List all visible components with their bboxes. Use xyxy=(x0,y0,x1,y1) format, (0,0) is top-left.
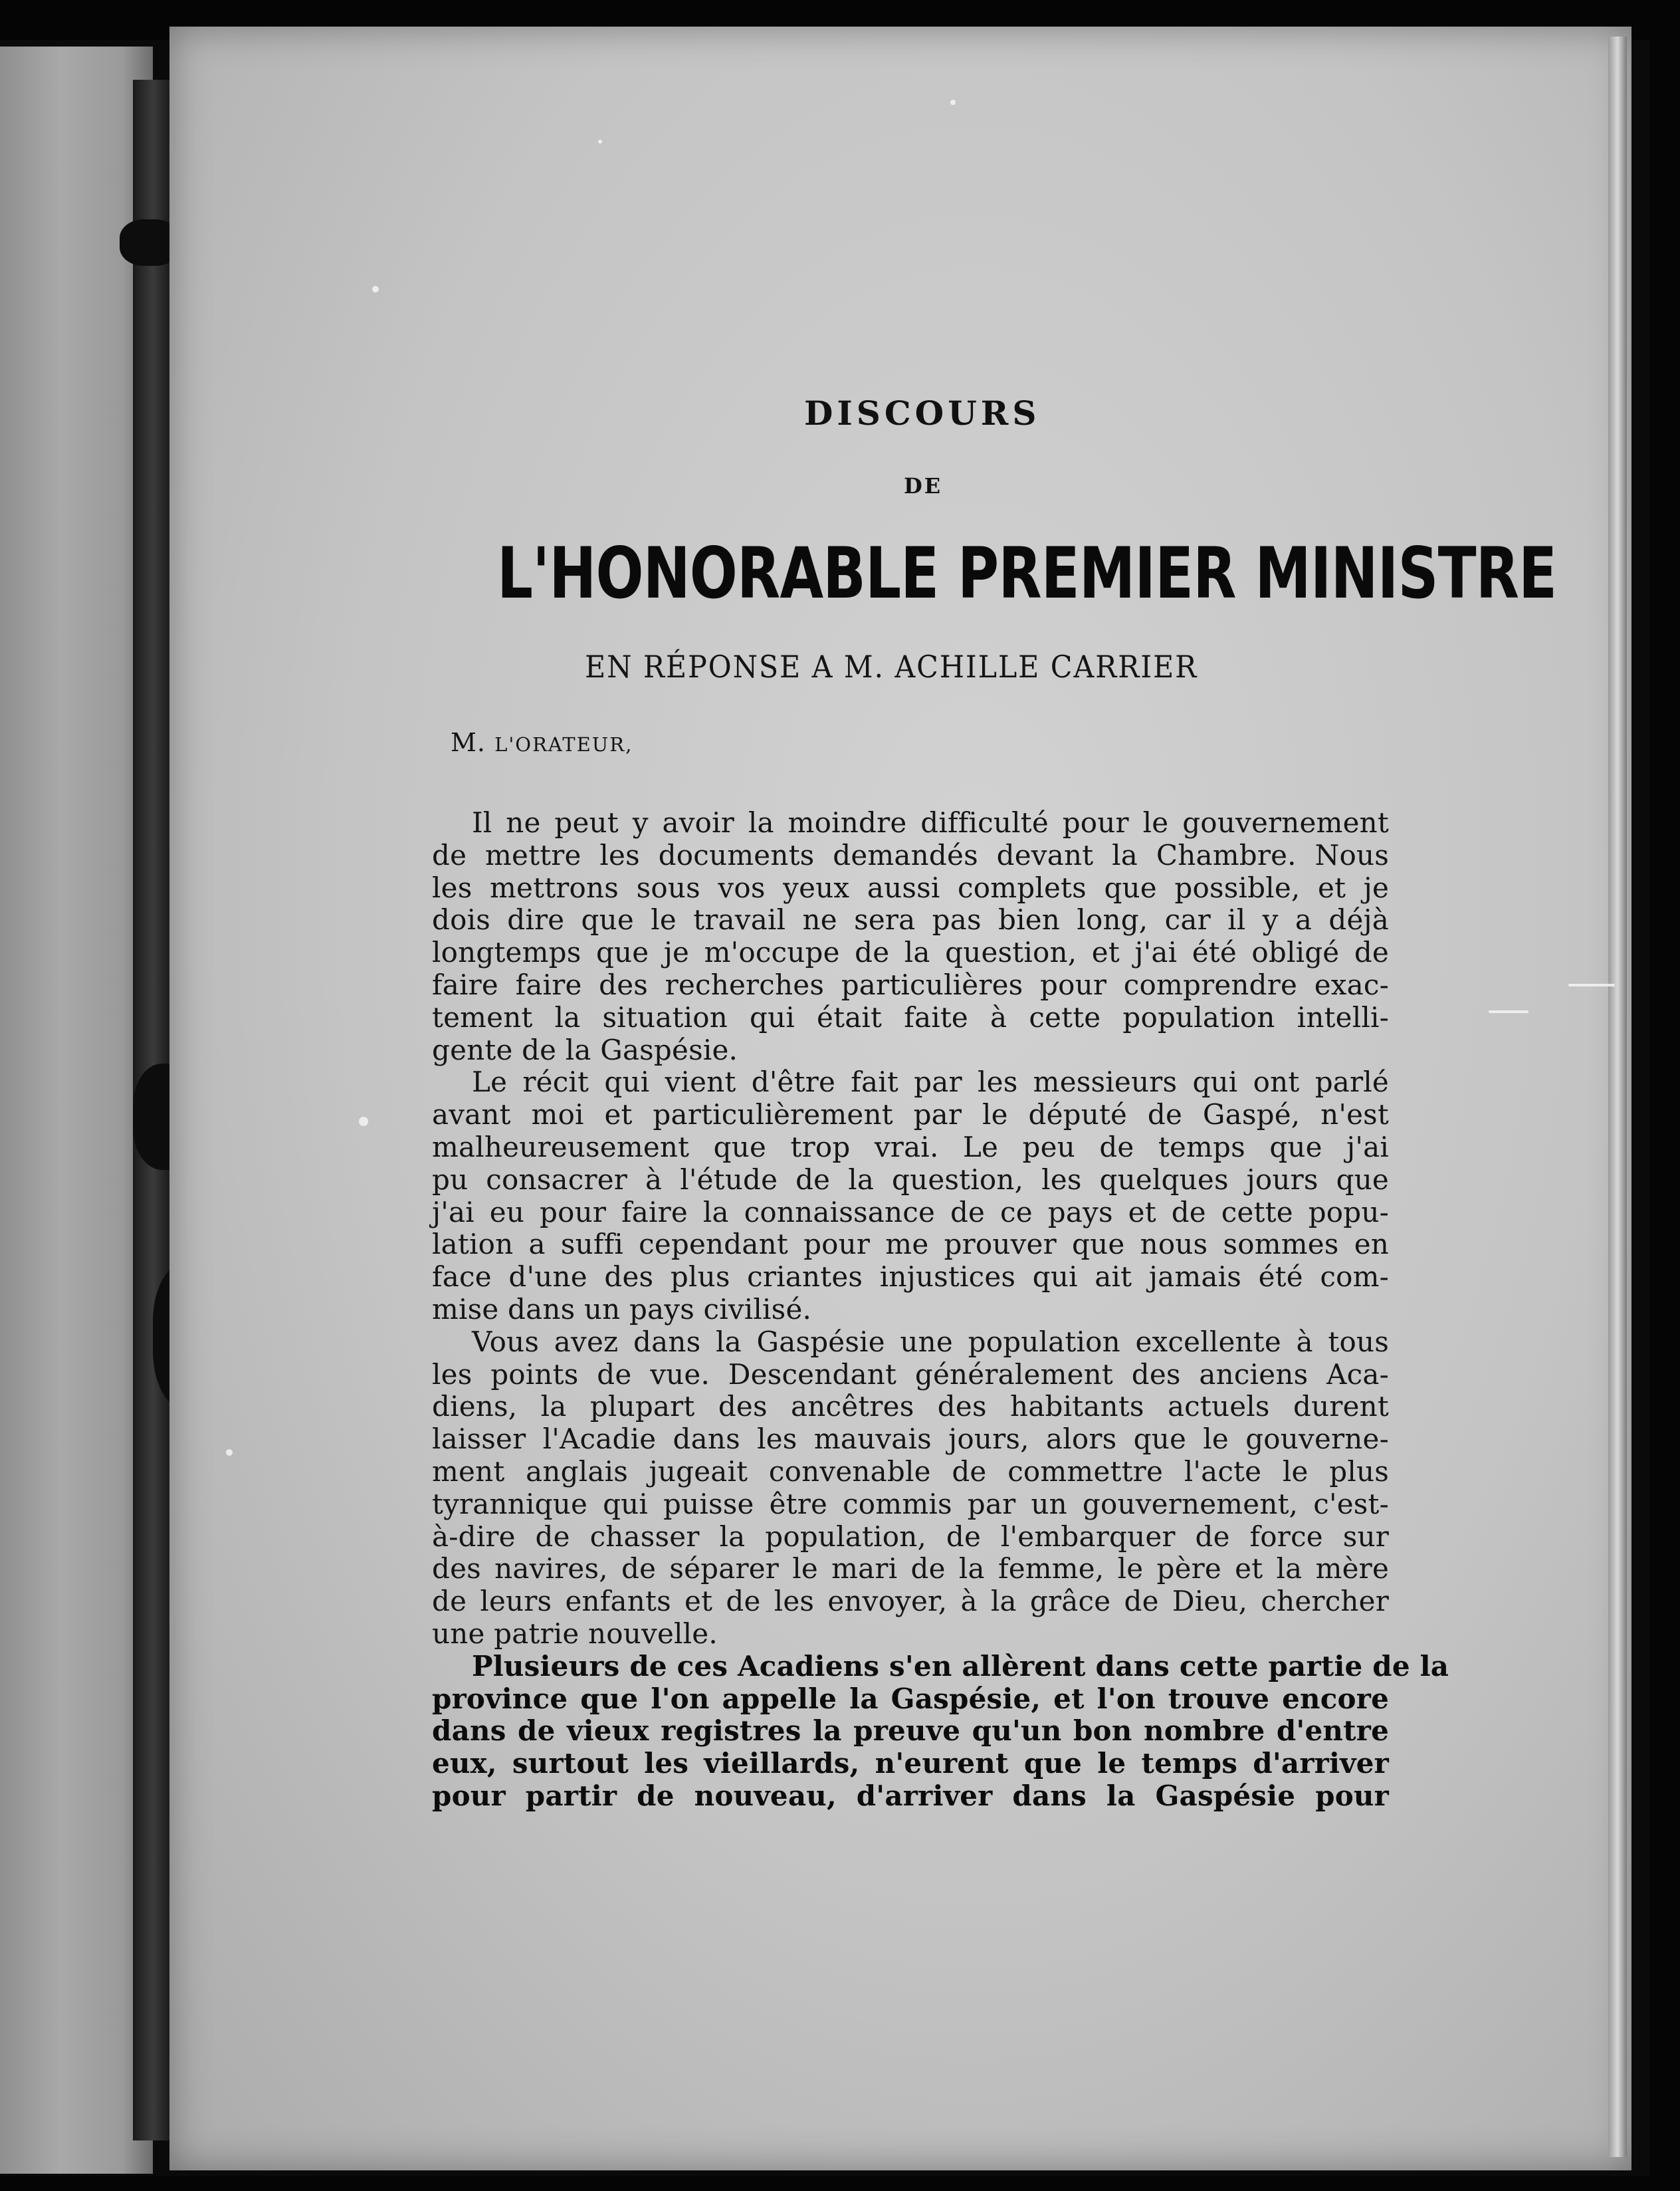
paper-speck xyxy=(598,140,602,144)
text-line: longtemps que je m'occupe de la question, et j'ai été obligé de xyxy=(432,936,1389,969)
paragraph-1 xyxy=(432,807,1389,1066)
paper-speck xyxy=(226,1449,233,1456)
scan-border-right xyxy=(1649,0,1680,2191)
text-line: Le récit qui vient d'être fait par les messieurs qui ont parlé xyxy=(472,1066,1389,1099)
text-line: avant moi et particulièrement par le député de Gaspé, n'est xyxy=(432,1098,1389,1131)
text-line: malheureusement que trop vrai. Le peu de temps que j'ai xyxy=(432,1130,1389,1163)
text-line: Il ne peut y avoir la moindre difficulté pour le gouvernement xyxy=(472,806,1389,839)
paper-speck xyxy=(359,1117,368,1126)
page-title: L'HONORABLE PREMIER MINISTRE xyxy=(497,532,1557,615)
text-line: une patrie nouvelle. xyxy=(432,1617,718,1650)
page-subtitle: EN RÉPONSE A M. ACHILLE CARRIER xyxy=(585,649,1198,685)
paragraph-4 xyxy=(432,1649,1449,1813)
title-de: DE xyxy=(904,473,943,499)
text-line: ment anglais jugeait convenable de commettre l'acte le plus xyxy=(432,1454,1389,1488)
text-line: pu consacrer à l'étude de la question, les quelques jours que xyxy=(432,1163,1389,1196)
paper-speck xyxy=(1568,984,1615,986)
paper-speck xyxy=(372,286,379,292)
text-line: faire faire des recherches particulières pour comprendre exac- xyxy=(432,968,1389,1001)
text-line: j'ai eu pour faire la connaissance de ce pays et de cette popu- xyxy=(432,1195,1389,1228)
paragraph-3 xyxy=(432,1326,1389,1651)
text-line: gente de la Gaspésie. xyxy=(432,1033,738,1066)
text-line: Vous avez dans la Gaspésie une population excellente à tous xyxy=(472,1325,1389,1358)
text-line: face d'une des plus criantes injustices qui ait jamais été com- xyxy=(432,1260,1389,1294)
text-line: eux, surtout les vieillards, n'eurent que le temps d'arriver xyxy=(432,1747,1389,1780)
text-line: diens, la plupart des ancêtres des habitants actuels durent xyxy=(432,1390,1389,1423)
text-line: tyrannique qui puisse être commis par un gouvernement, c'est- xyxy=(432,1487,1389,1520)
text-line: de leurs enfants et de les envoyer, à la grâce de Dieu, chercher xyxy=(432,1585,1389,1618)
title-discours: DISCOURS xyxy=(804,394,1041,433)
text-line: province que l'on appelle la Gaspésie, et l'on trouve encore xyxy=(432,1682,1389,1715)
facing-page-left xyxy=(0,47,153,2174)
text-line: laisser l'Acadie dans les mauvais jours, alors que le gouverne- xyxy=(432,1423,1389,1456)
text-line: pour partir de nouveau, d'arriver dans la Gaspésie pour xyxy=(432,1779,1389,1812)
text-line: mise dans un pays civilisé. xyxy=(432,1292,812,1326)
paper-speck xyxy=(1489,1010,1528,1013)
text-line: tement la situation qui était faite à cette population intelli- xyxy=(432,1000,1389,1034)
body-text xyxy=(432,806,1449,1813)
scan-border-bottom xyxy=(0,2176,1680,2191)
text-line: les mettrons sous vos yeux aussi complets que possible, et je xyxy=(432,871,1389,904)
text-line: des navires, de séparer le mari de la femme, le père et la mère xyxy=(432,1552,1389,1585)
salutation-prefix: M. xyxy=(451,728,495,757)
text-line: lation a suffi cependant pour me prouver que nous sommes en xyxy=(432,1228,1389,1261)
page-stack-edge xyxy=(1608,37,1627,2157)
text-line: dois dire que le travail ne sera pas bien long, car il y a déjà xyxy=(432,903,1389,937)
text-line: de mettre les documents demandés devant la Chambre. Nous xyxy=(432,838,1389,871)
paragraph-2 xyxy=(432,1066,1389,1326)
paper-speck xyxy=(950,100,956,105)
text-line: à-dire de chasser la population, de l'embarquer de force sur xyxy=(432,1520,1389,1553)
text-line: Plusieurs de ces Acadiens s'en allèrent dans cette partie de la xyxy=(472,1649,1449,1682)
text-line: les points de vue. Descendant généralement des anciens Aca- xyxy=(432,1357,1389,1391)
text-line: dans de vieux registres la preuve qu'un bon nombre d'entre xyxy=(432,1714,1389,1748)
salutation-name: L'ORATEUR, xyxy=(494,733,633,756)
salutation xyxy=(451,728,633,757)
